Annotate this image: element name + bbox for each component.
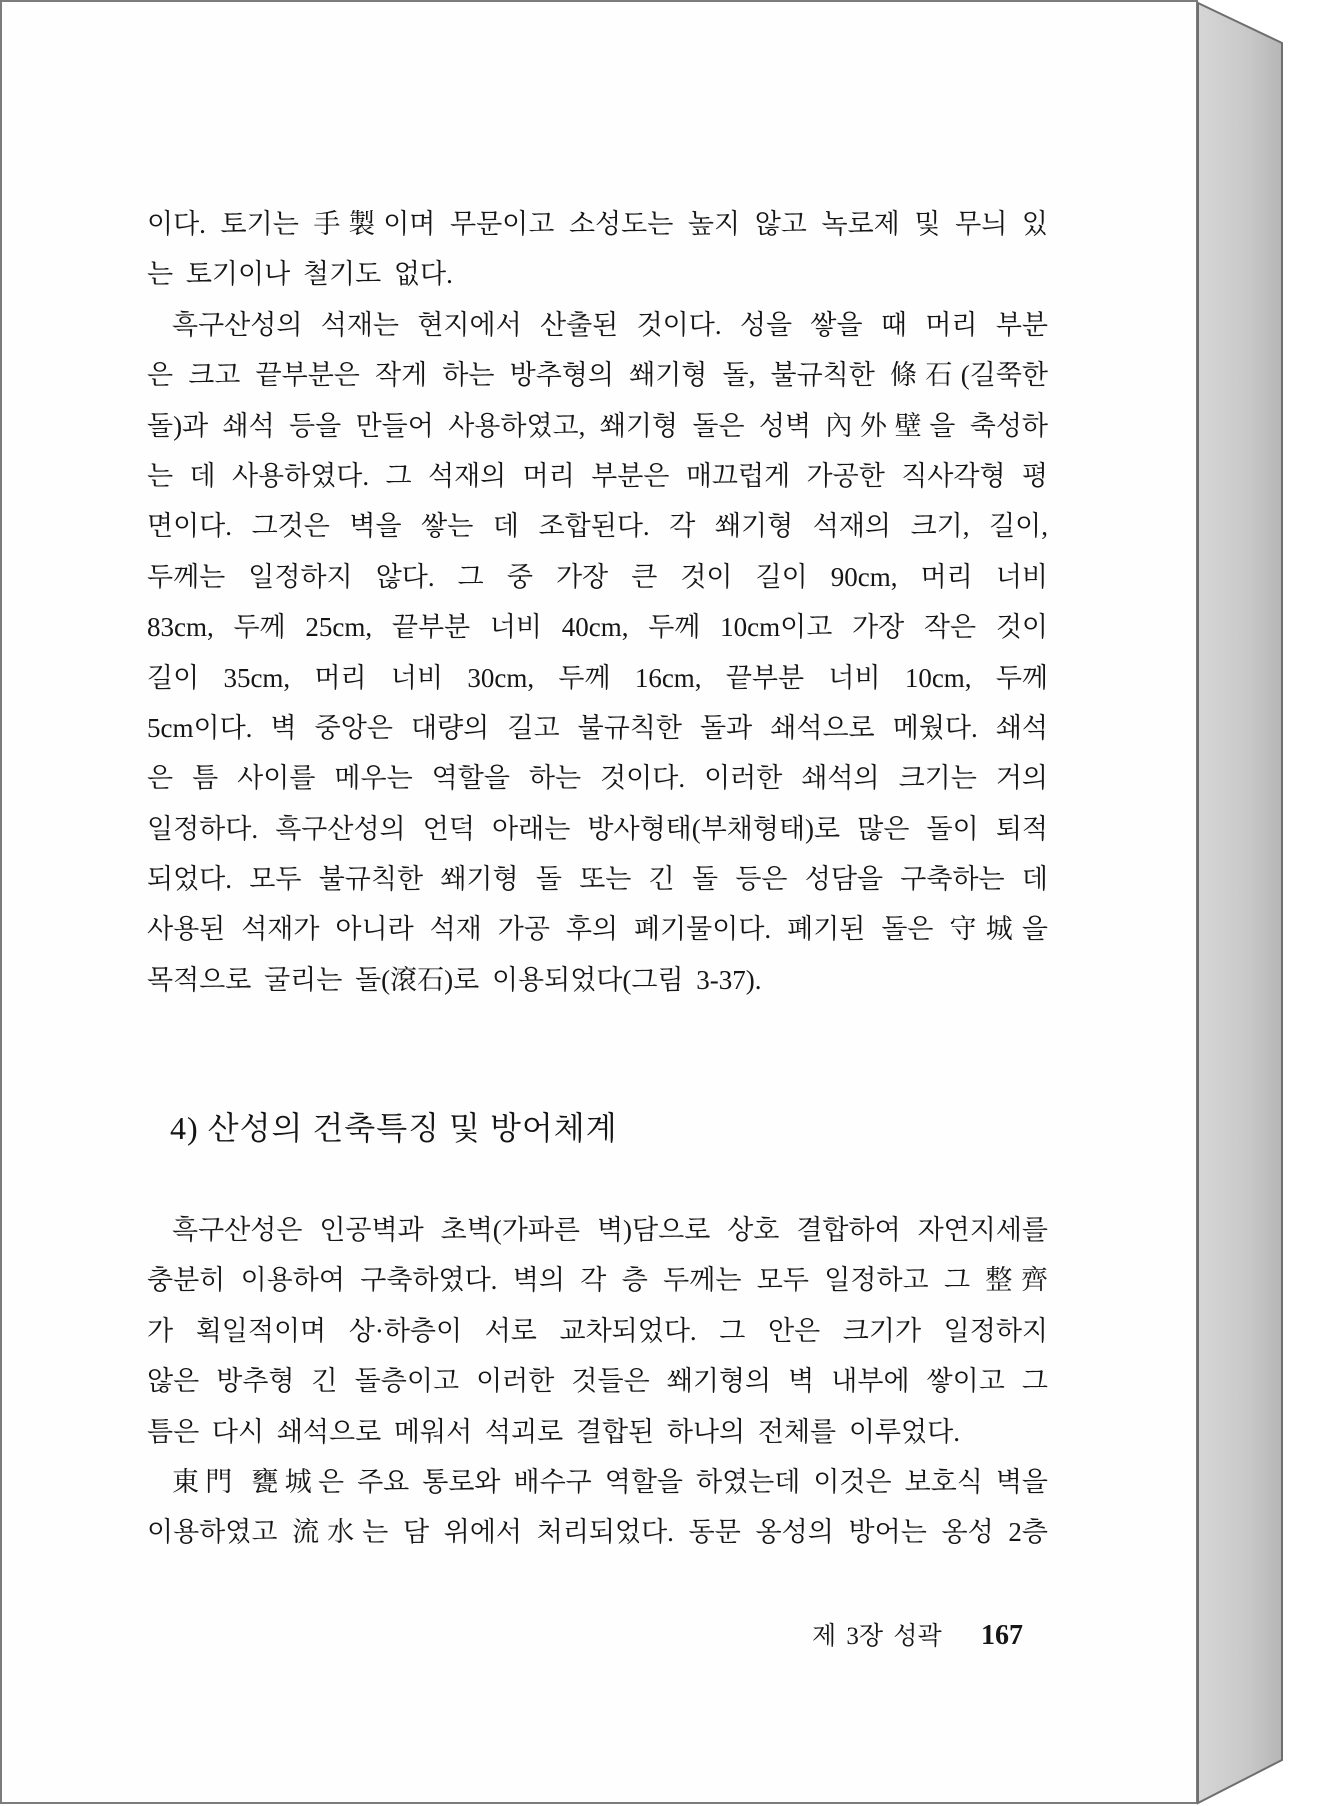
text-line: 이용하였고 流水는 담 위에서 처리되었다. 동문 옹성의 방어는 옹성 2층 xyxy=(147,1517,1048,1548)
text-line: 않은 방추형 긴 돌층이고 이러한 것들은 쐐기형의 벽 내부에 쌓이고 그 xyxy=(147,1366,1048,1397)
text-line: 길이 35cm, 머리 너비 30cm, 두께 16cm, 끝부분 너비 10cm, 두께 xyxy=(147,662,1048,693)
text-line: 東門 甕城은 주요 통로와 배수구 역할을 하였는데 이것은 보호식 벽을 xyxy=(172,1466,1048,1497)
text-line: 는 토기이나 철기도 없다. xyxy=(147,259,453,290)
body-text xyxy=(147,199,1048,1005)
page-number: 167 xyxy=(981,1620,1023,1651)
running-head: 제 3장 성곽 xyxy=(812,1623,942,1650)
text-line: 면이다. 그것은 벽을 쌓는 데 조합된다. 각 쐐기형 석재의 크기, 길이, xyxy=(147,511,1048,542)
section-body xyxy=(147,1205,1048,1558)
text-line: 가 획일적이며 상·하층이 서로 교차되었다. 그 안은 크기가 일정하지 xyxy=(147,1315,1048,1346)
text-line: 충분히 이용하여 구축하였다. 벽의 각 층 두께는 모두 일정하고 그 整齊 xyxy=(147,1265,1048,1296)
section-heading: 4) 산성의 건축특징 및 방어체계 xyxy=(170,1110,618,1146)
text-line: 두께는 일정하지 않다. 그 중 가장 큰 것이 길이 90cm, 머리 너비 xyxy=(147,561,1048,592)
paragraph xyxy=(147,1457,1048,1558)
paragraph xyxy=(147,1205,1048,1457)
paragraph xyxy=(147,300,1048,1005)
text-line: 은 틈 사이를 메우는 역할을 하는 것이다. 이러한 쇄석의 크기는 거의 xyxy=(147,763,1048,794)
text-line: 흑구산성은 인공벽과 초벽(가파른 벽)담으로 상호 결합하여 자연지세를 xyxy=(172,1215,1048,1245)
text-line: 흑구산성의 석재는 현지에서 산출된 것이다. 성을 쌓을 때 머리 부분 xyxy=(172,309,1048,340)
text-line: 사용된 석재가 아니라 석재 가공 후의 폐기물이다. 폐기된 돌은 守城을 xyxy=(147,914,1048,945)
paragraph xyxy=(147,199,1048,300)
text-line: 이다. 토기는 手製이며 무문이고 소성도는 높지 않고 녹로제 및 무늬 있 xyxy=(147,209,1048,239)
text-line: 5cm이다. 벽 중앙은 대량의 길고 불규칙한 돌과 쇄석으로 메웠다. 쇄석 xyxy=(147,712,1048,743)
page-footer xyxy=(812,1616,1023,1650)
text-line: 는 데 사용하였다. 그 석재의 머리 부분은 매끄럽게 가공한 직사각형 평 xyxy=(147,460,1048,491)
page-stack-edge xyxy=(1196,0,1286,1806)
text-line: 일정하다. 흑구산성의 언덕 아래는 방사형태(부채형태)로 많은 돌이 퇴적 xyxy=(147,813,1048,844)
text-line: 목적으로 굴리는 돌(滾石)로 이용되었다(그림 3-37). xyxy=(147,964,762,995)
text-line: 틈은 다시 쇄석으로 메워서 석괴로 결합된 하나의 전체를 이루었다. xyxy=(147,1416,960,1447)
text-line: 83cm, 두께 25cm, 끝부분 너비 40cm, 두께 10cm이고 가장 작은 것이 xyxy=(147,612,1048,643)
text-line: 되었다. 모두 불규칙한 쐐기형 돌 또는 긴 돌 등은 성담을 구축하는 데 xyxy=(147,864,1048,895)
text-line: 은 크고 끝부분은 작게 하는 방추형의 쐐기형 돌, 불규칙한 條石(길쭉한 xyxy=(147,360,1048,391)
text-line: 돌)과 쇄석 등을 만들어 사용하였고, 쐐기형 돌은 성벽 內外壁을 축성하 xyxy=(147,410,1048,441)
